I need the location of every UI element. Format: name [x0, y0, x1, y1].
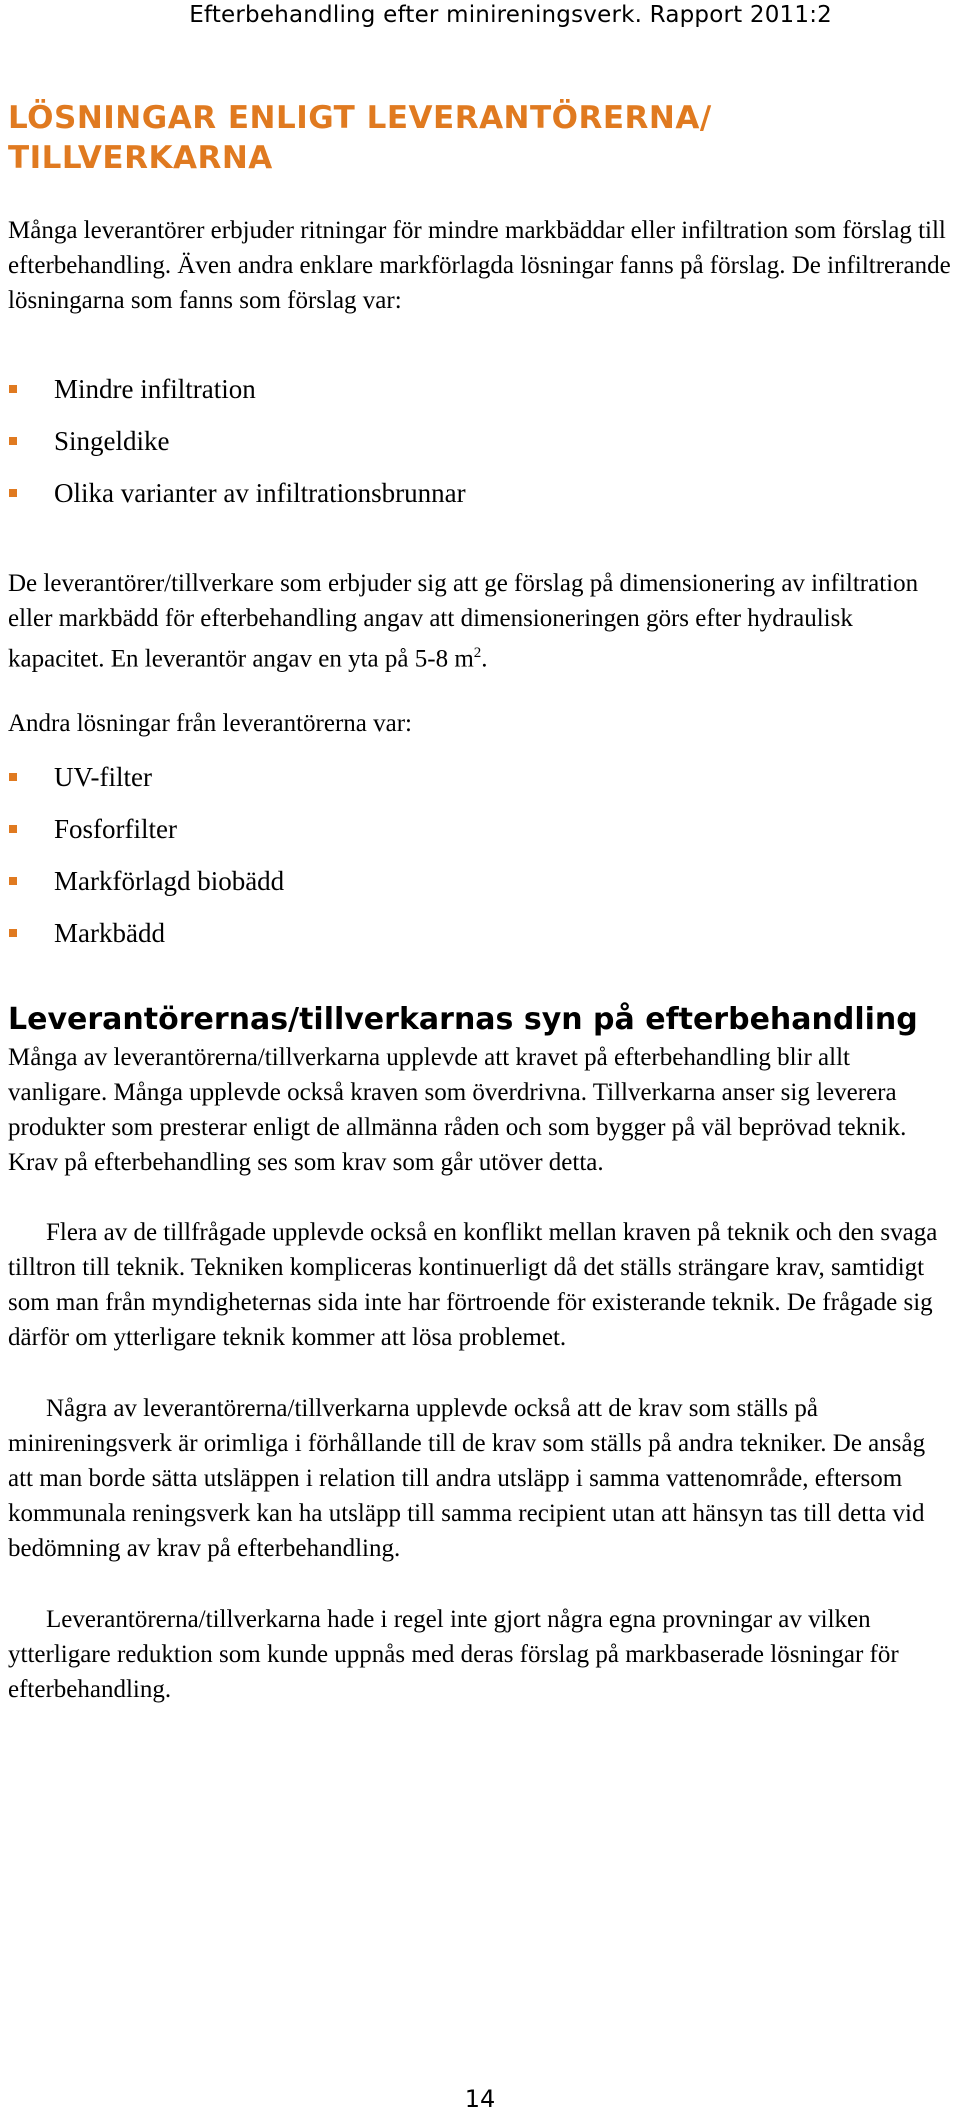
infiltration-list: [8, 371, 908, 527]
list-item-label: Markbädd: [54, 918, 165, 948]
square-bullet-icon: [9, 385, 17, 393]
intro-paragraph: Många leverantörer erbjuder ritningar för mindre markbäddar eller infiltration som förslag till efterbehandling. Även andra enklare markförlagda lösningar fanns på förslag. De infiltrerande lösningarna som fanns som förslag var:: [8, 217, 951, 314]
list-item-label: Markförlagd biobädd: [54, 866, 285, 896]
other-solutions-list: [8, 759, 908, 967]
paragraph-1: Många av leverantörerna/tillverkarna upplevde att kravet på efterbehandling blir allt vanligare. Många upplevde också kraven som överdrivna. Tillverkarna anser sig leverera produkter som presterar enligt de allmänna råden och som bygger på väl beprövad teknik. Krav på efterbehandling ses som krav som går utöver detta.: [8, 1044, 907, 1176]
list-item: [8, 759, 908, 811]
list-item-label: UV-filter: [54, 762, 152, 792]
list-item: [8, 475, 908, 527]
square-bullet-icon: [9, 489, 17, 497]
other-solutions-intro: Andra lösningar från leverantörerna var:: [8, 710, 412, 737]
square-bullet-icon: [9, 825, 17, 833]
paragraph-4: Leverantörerna/tillverkarna hade i regel inte gjort några egna provningar av vilken ytterligare reduktion som kunde uppnås med deras förslag på markbaserade lösningar för efterbehandling.: [8, 1606, 899, 1703]
running-header: Efterbehandling efter minireningsverk. Rapport 2011:2: [189, 2, 832, 28]
subsection-heading: Leverantörernas/tillverkarnas syn på efterbehandling: [8, 1002, 918, 1037]
superscript: 2: [473, 645, 482, 661]
paragraph-3: Några av leverantörerna/tillverkarna upplevde också att de krav som ställs på minireningsverk är orimliga i förhållande till de krav som ställs på andra tekniker. De ansåg att man borde sätta utsläppen i relation till andra utsläpp i samma vattenområde, eftersom kommunala reningsverk kan ha utsläpp till samma recipient utan att hänsyn tas till detta vid bedömning av krav på efterbehandling.: [8, 1395, 926, 1562]
dimensioning-paragraph: [8, 566, 953, 676]
list-item: [8, 863, 908, 915]
square-bullet-icon: [9, 773, 17, 781]
square-bullet-icon: [9, 877, 17, 885]
list-item-label: Fosforfilter: [54, 814, 177, 844]
period: .: [481, 645, 488, 673]
list-item-label: Singeldike: [54, 426, 170, 456]
list-item-label: Olika varianter av infiltrationsbrunnar: [54, 478, 466, 508]
list-item: [8, 423, 908, 475]
list-item: [8, 915, 908, 967]
page-number: 14: [464, 2085, 496, 2113]
paragraph-2: Flera av de tillfrågade upplevde också en konflikt mellan kraven på teknik och den svaga tilltron till teknik. Tekniken kompliceras kontinuerligt då det ställs strängare krav, samtidigt som man från myndigheternas sida inte har förtroende för existerande teknik. De frågade sig därför om ytterligare teknik kommer att lösa problemet.: [8, 1219, 938, 1351]
section-heading: LÖSNINGAR ENLIGT LEVERANTÖRERNA/ TILLVERKARNA: [8, 100, 712, 176]
square-bullet-icon: [9, 437, 17, 445]
list-item: [8, 371, 908, 423]
square-bullet-icon: [9, 929, 17, 937]
list-item-label: Mindre infiltration: [54, 374, 256, 404]
dimensioning-text: De leverantörer/tillverkare som erbjuder sig att ge förslag på dimensionering av infiltration eller markbädd för efterbehandling angav att dimensioneringen görs efter hydraulisk kapacitet. En leverantör angav en yta på 5-8 m: [8, 570, 919, 673]
list-item: [8, 811, 908, 863]
